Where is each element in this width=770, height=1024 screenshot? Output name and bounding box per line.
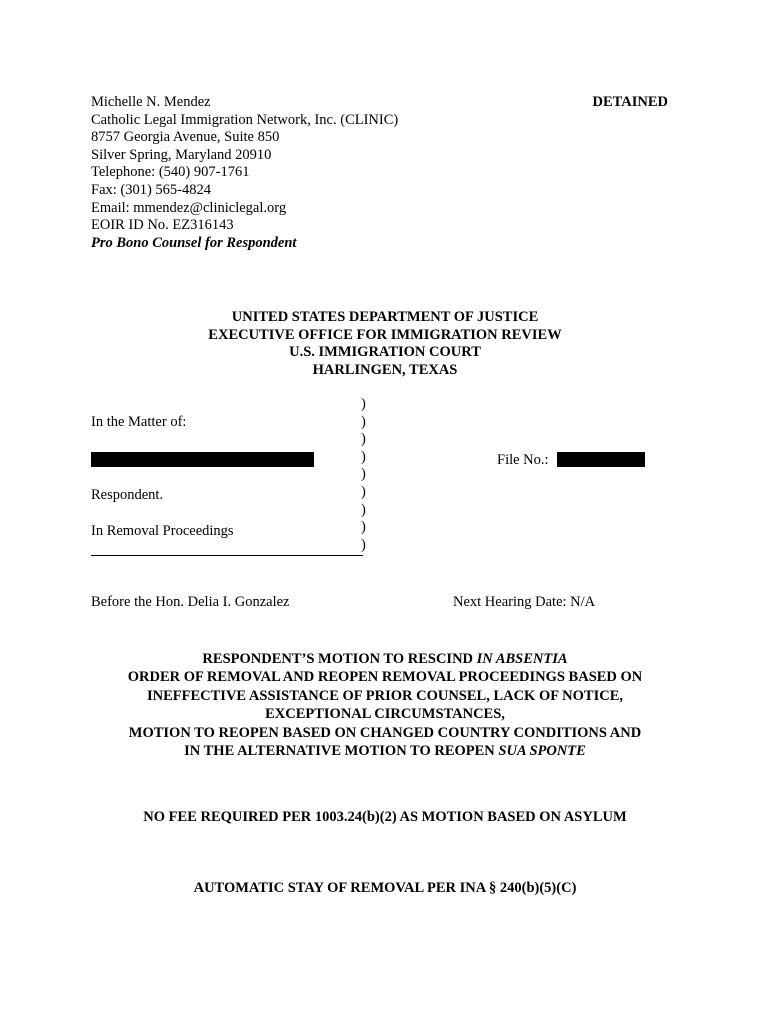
caption-paren: ) [361, 448, 366, 465]
caption-paren: ) [361, 483, 366, 500]
matter-label: In the Matter of: [91, 414, 187, 430]
presiding-judge: Before the Hon. Delia I. Gonzalez [91, 594, 290, 610]
proceedings-label: In Removal Proceedings [91, 523, 234, 539]
caption-paren: ) [361, 536, 366, 553]
redacted-respondent-name [91, 452, 314, 467]
file-number-label: File No.: [497, 452, 549, 468]
court-heading-line-1: UNITED STATES DEPARTMENT OF JUSTICE [231, 309, 539, 325]
court-heading-line-2: EXECUTIVE OFFICE FOR IMMIGRATION REVIEW [208, 326, 562, 343]
counsel-address-line-2: Silver Spring, Maryland 20910 [91, 146, 272, 163]
counsel-role: Pro Bono Counsel for Respondent [91, 234, 297, 251]
counsel-organization: Catholic Legal Immigration Network, Inc. (CLINIC) [91, 111, 399, 128]
caption-paren: ) [361, 519, 366, 536]
caption-paren: ) [361, 431, 366, 448]
detention-status: DETAINED [592, 94, 668, 110]
motion-title-line-4: EXCEPTIONAL CIRCUMSTANCES, [265, 706, 505, 723]
motion-title-line-6 [0, 742, 770, 760]
file-number [497, 452, 645, 469]
court-heading-line-3: U.S. IMMIGRATION COURT [289, 344, 481, 361]
court-heading [0, 309, 770, 379]
counsel-telephone: Telephone: (540) 907-1761 [91, 164, 250, 181]
motion-title-line-3: INEFFECTIVE ASSISTANCE OF PRIOR COUNSEL, LACK OF NOTICE, [146, 687, 624, 704]
case-caption [91, 396, 691, 566]
motion-title-text: RESPONDENT’S MOTION TO RESCIND [202, 651, 477, 667]
motion-title-line-2: ORDER OF REMOVAL AND REOPEN REMOVAL PROCEEDINGS BASED ON [127, 669, 643, 686]
counsel-name: Michelle N. Mendez [91, 94, 211, 110]
counsel-email: Email: mmendez@cliniclegal.org [91, 199, 287, 216]
motion-title-italic: IN ABSENTIA [476, 651, 568, 667]
caption-parentheses [361, 396, 366, 554]
caption-paren: ) [361, 501, 366, 518]
caption-paren: ) [361, 396, 366, 412]
caption-paren: ) [361, 413, 366, 430]
fee-notice: NO FEE REQUIRED PER 1003.24(b)(2) AS MOTION BASED ON ASYLUM [143, 809, 627, 825]
motion-title [0, 650, 770, 760]
respondent-label: Respondent. [91, 487, 164, 503]
stay-notice: AUTOMATIC STAY OF REMOVAL PER INA § 240(b)(5)(C) [193, 880, 577, 896]
next-hearing-date: Next Hearing Date: N/A [453, 594, 596, 610]
court-heading-line-4: HARLINGEN, TEXAS [312, 361, 458, 378]
caption-rule [91, 555, 363, 556]
motion-title-line-1 [0, 650, 770, 668]
caption-paren: ) [361, 466, 366, 483]
motion-title-line-5: MOTION TO REOPEN BASED ON CHANGED COUNTRY CONDITIONS AND [128, 724, 642, 741]
counsel-address-line-1: 8757 Georgia Avenue, Suite 850 [91, 129, 280, 146]
redacted-file-number [557, 452, 645, 467]
counsel-fax: Fax: (301) 565-4824 [91, 181, 212, 198]
counsel-block [91, 94, 398, 252]
motion-title-text: IN THE ALTERNATIVE MOTION TO REOPEN [184, 743, 499, 760]
motion-title-italic: SUA SPONTE [498, 743, 586, 760]
counsel-eoir-id: EOIR ID No. EZ316143 [91, 217, 234, 234]
